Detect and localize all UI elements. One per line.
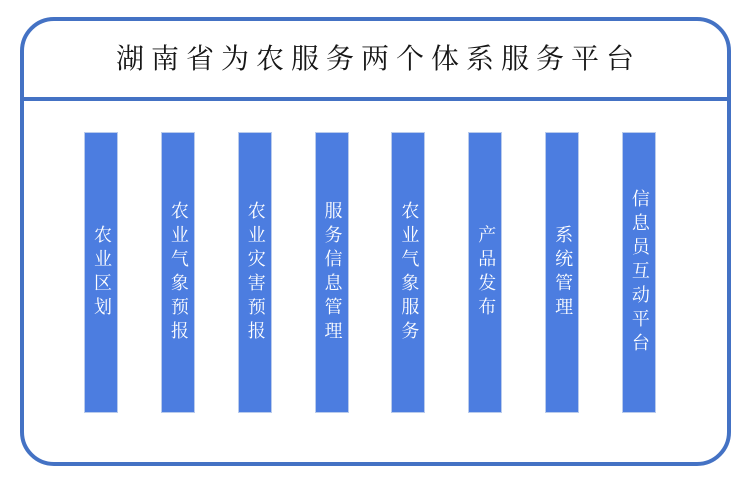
diagram-title: 湖南省为农服务两个体系服务平台 xyxy=(115,42,641,75)
module-bar-label: 农业区划 xyxy=(91,224,112,321)
module-bar-label: 农业气象服务 xyxy=(398,200,420,345)
module-bar-agricultural-zoning xyxy=(84,132,118,413)
module-bar-label: 产品发布 xyxy=(475,224,497,321)
module-bar-product-release xyxy=(468,132,502,413)
module-bar-row xyxy=(24,101,727,462)
module-bar-agro-disaster-forecast xyxy=(238,132,272,413)
module-bar-label: 服务信息管理 xyxy=(321,200,343,345)
module-bar-service-info-management xyxy=(315,132,349,413)
module-bar-label: 农业灾害预报 xyxy=(244,200,266,345)
module-bar-label: 农业气象预报 xyxy=(167,200,189,345)
module-bar-agro-weather-service xyxy=(391,132,425,413)
module-bar-label: 信息员互动平台 xyxy=(628,188,650,357)
platform-frame xyxy=(20,17,731,466)
diagram-header xyxy=(24,21,727,101)
module-bar-informer-interactive-platform xyxy=(622,132,656,413)
module-bar-agro-weather-forecast xyxy=(161,132,195,413)
module-bar-system-management xyxy=(545,132,579,413)
module-bar-label: 系统管理 xyxy=(552,224,574,321)
